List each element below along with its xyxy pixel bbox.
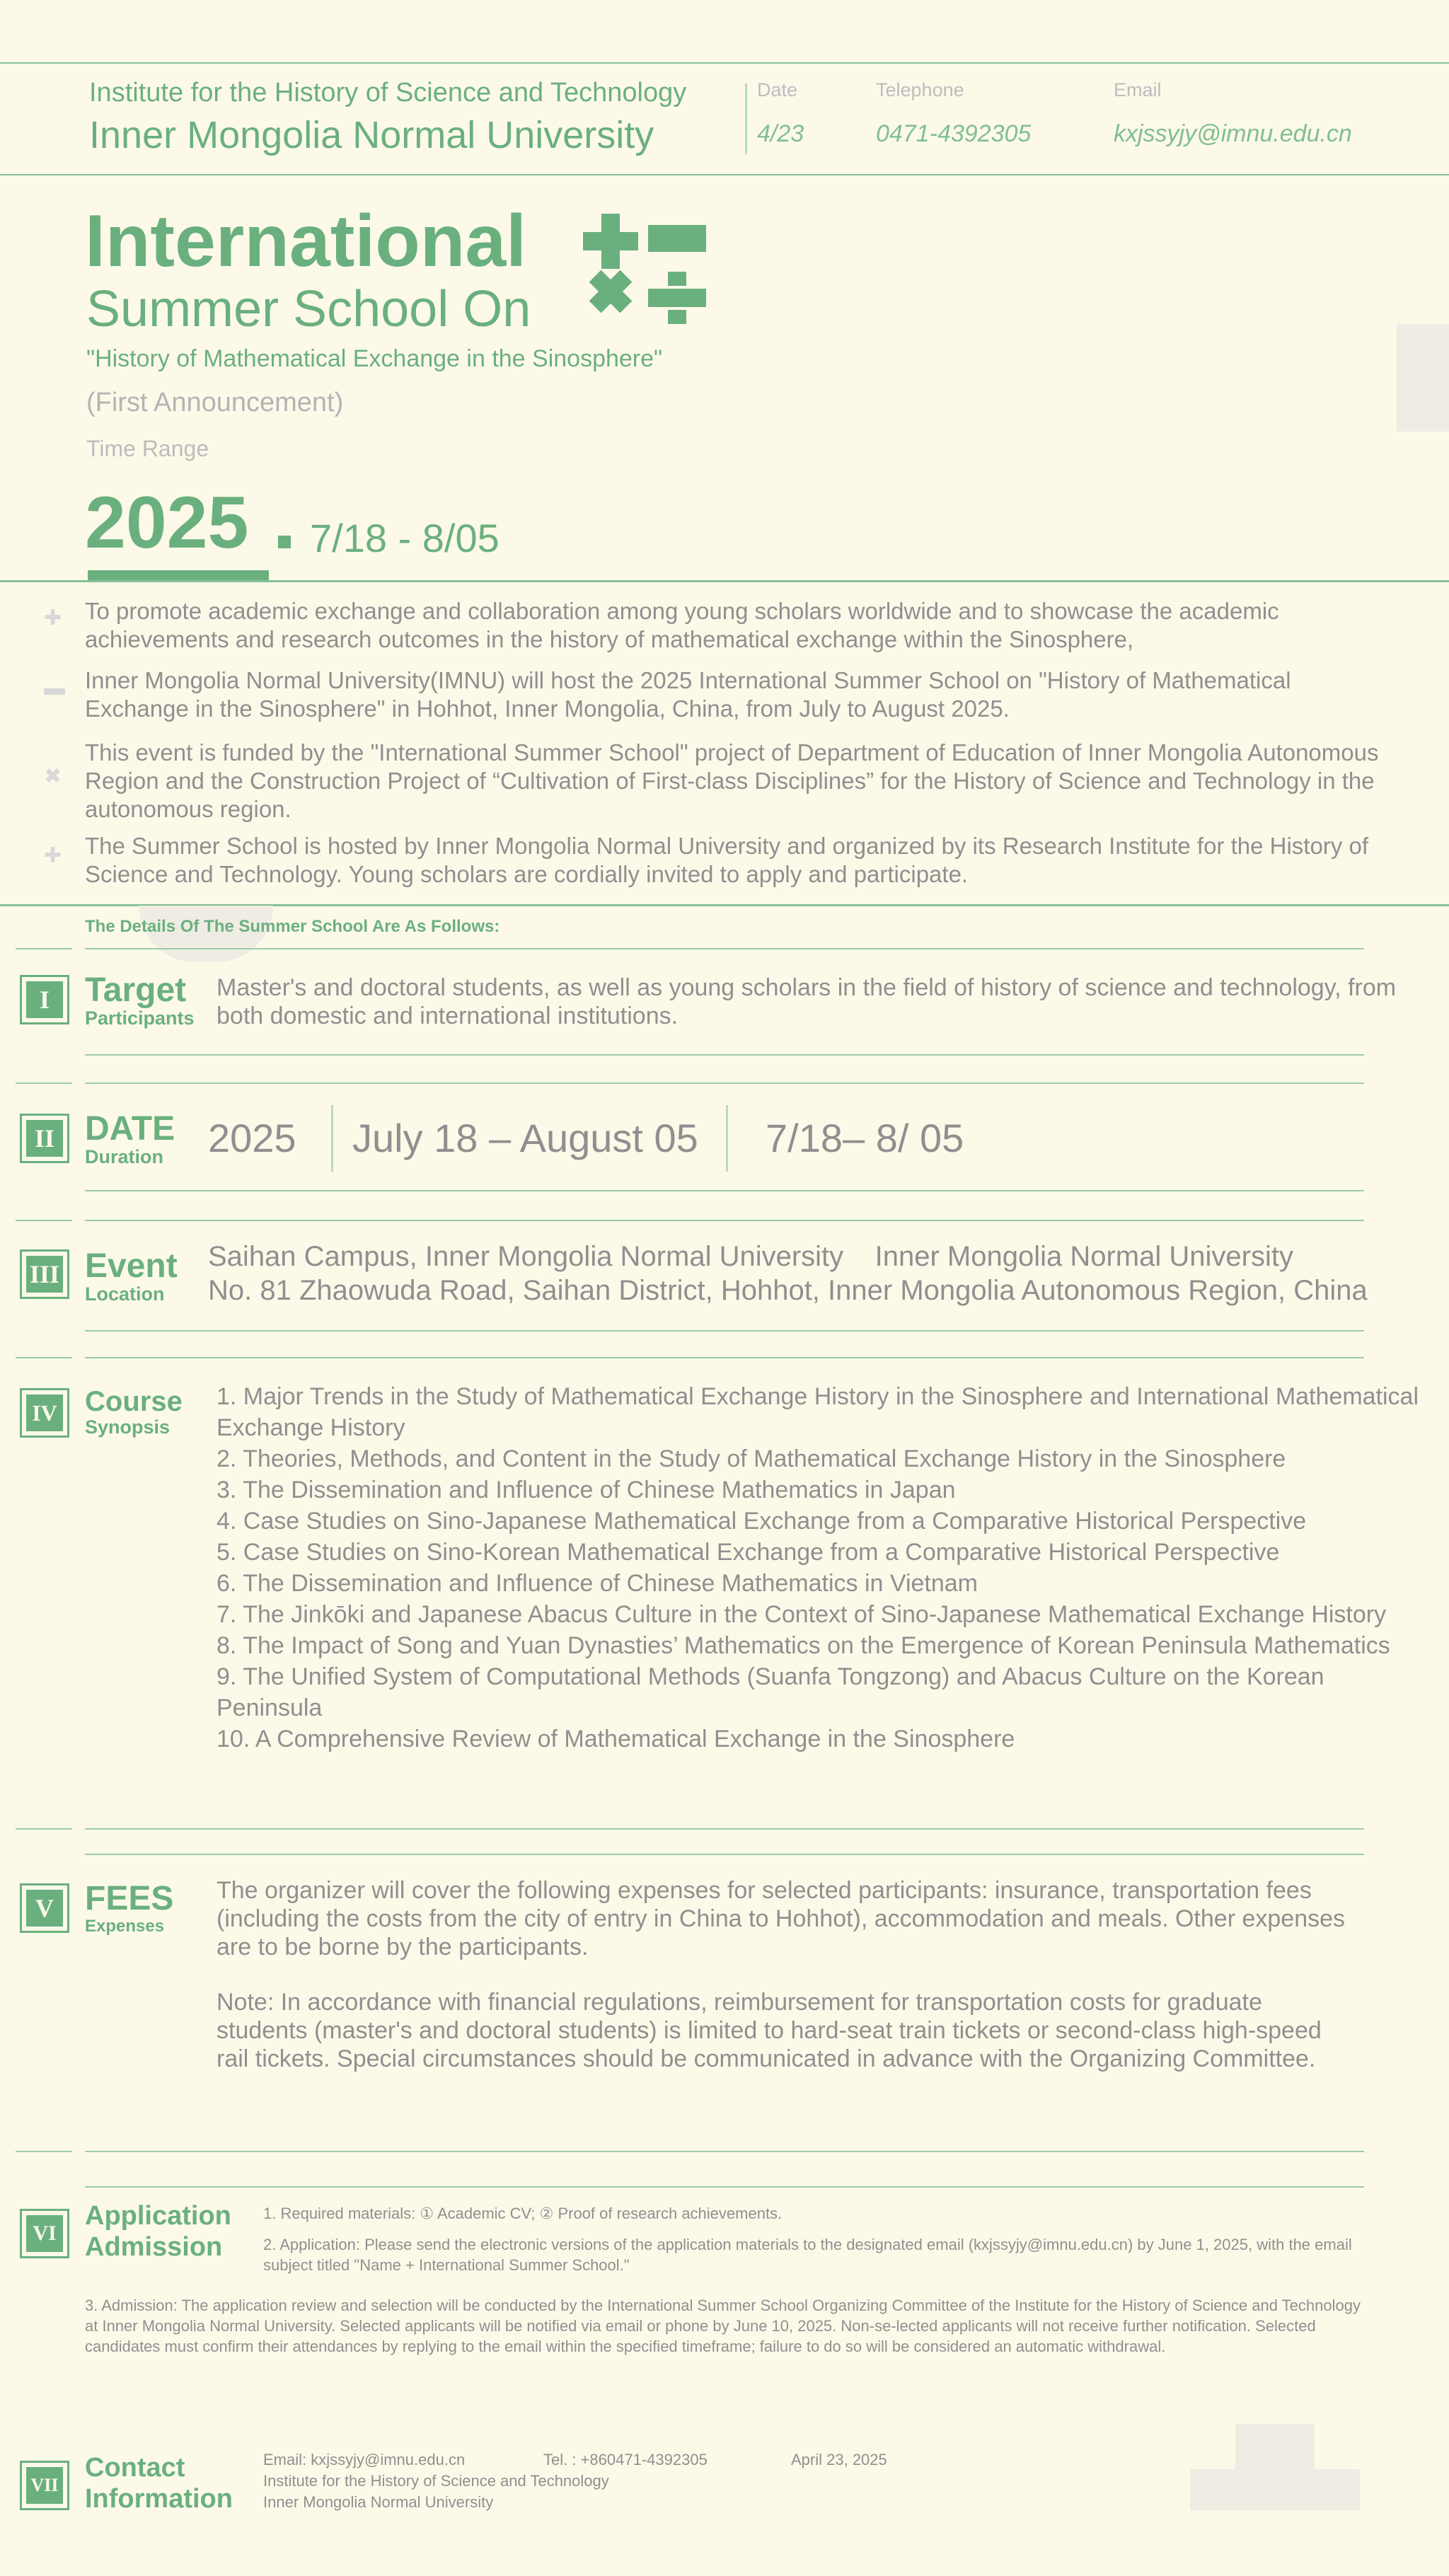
year-underline	[88, 570, 269, 580]
section-title: DATE	[85, 1110, 175, 1148]
section-title: Target	[85, 971, 187, 1009]
section-badge: VI	[20, 2209, 69, 2258]
section-rule	[85, 1190, 1364, 1191]
section-subtitle: Participants	[85, 1007, 195, 1029]
section-subtitle: Expenses	[85, 1917, 165, 1936]
list-item: 8. The Impact of Song and Yuan Dynasties’ Mathematics on the Emergence of Korean Peninsula Mathematics	[217, 1632, 1390, 1659]
section-title: Application	[85, 2201, 231, 2231]
section-heading	[85, 1882, 173, 1937]
list-item: 10. A Comprehensive Review of Mathematical Exchange in the Sinosphere	[217, 1726, 1015, 1752]
admission-item: 3. Admission: The application review and selection will be conducted by the International Summer School Organizing Committee of the Institute for the History of Science and Technology at Inner Mongolia Normal University. Selected applicants will be notified via email or phone by June 10, 2025. Non-se-lected applicants will not receive further notification. Selected candidates must confirm their attendances by replying to the email within the specified timeframe; failure to do so will be considered an automatic withdrawal.	[85, 2297, 1361, 2355]
section-badge: V	[20, 1883, 69, 1933]
fees-note: Note: In accordance with financial regulations, reimbursement for transportation costs for graduate students (master's and doctoral students) is limited to hard-seat train tickets or second-class high-speed rail tickets. Special circumstances should be communicated in advance with the Organizing Committee.	[217, 1989, 1322, 2072]
section-subtitle: Location	[85, 1283, 165, 1305]
list-item: 6. The Dissemination and Influence of Chinese Mathematics in Vietnam	[217, 1570, 978, 1597]
contact-email: Email: kxjssyjy@imnu.edu.cn	[263, 2451, 466, 2468]
section-rule	[85, 2151, 1364, 2152]
contact-phone: Tel. : +860471-4392305	[543, 2451, 708, 2468]
list-item: 5. Case Studies on Sino-Korean Mathematical Exchange from a Comparative Historical Perspective	[217, 1539, 1280, 1566]
date-divider	[726, 1105, 728, 1172]
plus-icon: ✚	[44, 606, 62, 630]
section-heading	[85, 971, 195, 1029]
list-item: 4. Case Studies on Sino-Japanese Mathematical Exchange from a Comparative Historical Perspective	[217, 1508, 1307, 1535]
date-label: Date	[757, 79, 798, 100]
intro-paragraph: This event is funded by the "International Summer School" project of Department of Education of Inner Mongolia Autonomous Region and the Construction Project of “Cultivation of First-class Disciplines” for the History of Science and Technology in the autonomous region.	[85, 739, 1379, 822]
event-location-line1: Saihan Campus, Inner Mongolia Normal University Inner Mongolia Normal University	[208, 1241, 1293, 1272]
section-rule	[85, 1054, 1364, 1056]
header-top-rule	[0, 62, 1449, 64]
section-title: Event	[85, 1247, 178, 1285]
intro-paragraph: To promote academic exchange and collaboration among young scholars worldwide and to showcase the academic achievements and research outcomes in the history of mathematical exchange within the Sinosphere,	[85, 598, 1279, 652]
section-rule	[85, 1220, 1364, 1221]
title-subtitle: "History of Mathematical Exchange in the Sinosphere"	[86, 345, 663, 372]
section-badge: I	[20, 975, 69, 1024]
section-heading	[85, 1112, 175, 1167]
date-short: 7/18– 8/ 05	[766, 1116, 964, 1160]
contact-institute: Institute for the History of Science and Technology	[263, 2472, 609, 2490]
header-divider	[745, 83, 747, 154]
time-range-label: Time Range	[86, 436, 209, 461]
section-rule	[85, 948, 1364, 949]
list-item: 1. Major Trends in the Study of Mathematical Exchange History in the Sinosphere and International Mathematical Exchange History	[217, 1383, 1419, 1441]
list-item: 9. The Unified System of Computational Methods (Suanfa Tongzong) and Abacus Culture on the Korean Peninsula	[217, 1663, 1324, 1721]
title-year: 2025	[85, 482, 249, 564]
intro-paragraph: Inner Mongolia Normal University(IMNU) will host the 2025 International Summer School on "History of Mathematical Exchange in the Sinosphere" in Hohhot, Inner Mongolia, China, from July to August 2025.	[85, 667, 1291, 722]
section-rule	[85, 1330, 1364, 1332]
list-item: 3. The Dissemination and Influence of Chinese Mathematics in Japan	[217, 1477, 956, 1503]
date-full: July 18 – August 05	[352, 1116, 698, 1160]
event-location-line2: No. 81 Zhaowuda Road, Saihan District, Hohhot, Inner Mongolia Autonomous Region, China	[208, 1275, 1368, 1306]
course-list	[217, 1381, 1419, 1755]
section-heading	[85, 1387, 183, 1438]
section-rule	[16, 1082, 72, 1084]
times-icon: ✖	[44, 765, 62, 788]
math-symbols-logo	[583, 212, 708, 334]
title-line1: International	[85, 200, 527, 282]
title-line2: Summer School On	[86, 281, 531, 337]
section-rule	[85, 1854, 1364, 1855]
section-title: Contact	[85, 2453, 185, 2483]
section-rule	[85, 1357, 1364, 1358]
section-rule	[16, 1357, 72, 1358]
section-title: FEES	[85, 1880, 174, 1917]
title-rule	[0, 580, 1449, 582]
section-subtitle: Duration	[85, 1146, 163, 1167]
header-university: Inner Mongolia Normal University	[89, 114, 654, 156]
section-rule	[85, 1082, 1364, 1084]
telephone-value: 0471-4392305	[876, 120, 1032, 147]
email-label: Email	[1114, 79, 1162, 100]
date-year: 2025	[208, 1116, 296, 1160]
header-bottom-rule	[0, 174, 1449, 175]
section-badge: IV	[20, 1388, 69, 1438]
ghost-block	[1190, 2469, 1360, 2510]
title-dates: 7/18 - 8/05	[310, 516, 500, 560]
section-title: Course	[85, 1386, 183, 1417]
list-item: 7. The Jinkōki and Japanese Abacus Culture in the Context of Sino-Japanese Mathematical Exchange History	[217, 1601, 1387, 1628]
date-value: 4/23	[757, 120, 804, 147]
fees-paragraph: The organizer will cover the following expenses for selected participants: insurance, transportation fees (including the costs from the city of entry in China to Hohhot), accommodation and meals. Other expenses are to be borne by the participants.	[217, 1877, 1346, 1960]
email-value: kxjssyjy@imnu.edu.cn	[1114, 120, 1352, 147]
announcement-label: (First Announcement)	[86, 388, 344, 417]
section-rule	[16, 948, 72, 949]
section-rule	[85, 1828, 1364, 1830]
minus-icon: ▬	[44, 676, 65, 700]
target-text: Master's and doctoral students, as well as young scholars in the field of history of science and technology, from both domestic and international institutions.	[217, 974, 1397, 1029]
section-rule	[16, 1828, 72, 1830]
section-title: Information	[85, 2484, 233, 2514]
section-heading	[85, 2452, 233, 2514]
header-institute: Institute for the History of Science and Technology	[89, 78, 687, 108]
section-subtitle: Synopsis	[85, 1416, 171, 1438]
contact-university: Inner Mongolia Normal University	[263, 2493, 494, 2511]
application-item: 2. Application: Please send the electronic versions of the application materials to the designated email (kxjssyjy@imnu.edu.cn) by June 1, 2025, with the email subject titled "Name + International Summer School."	[263, 2236, 1352, 2274]
section-badge: VII	[20, 2461, 69, 2510]
section-rule	[16, 1220, 72, 1221]
divide-icon: ✚	[44, 844, 62, 867]
year-dot	[278, 536, 291, 548]
section-heading	[85, 1249, 178, 1305]
section-rule	[16, 2151, 72, 2152]
list-item: 2. Theories, Methods, and Content in the Study of Mathematical Exchange History in the Sinosphere	[217, 1445, 1286, 1472]
section-badge: II	[20, 1114, 69, 1163]
ghost-block	[1397, 324, 1449, 432]
section-badge: III	[20, 1249, 69, 1299]
ghost-block	[1235, 2424, 1315, 2471]
contact-date: April 23, 2025	[791, 2451, 887, 2468]
telephone-label: Telephone	[876, 79, 964, 100]
section-heading	[85, 2200, 231, 2263]
date-divider	[331, 1105, 333, 1172]
section-rule	[85, 2186, 1364, 2188]
application-item: 1. Required materials: ① Academic CV; ② Proof of research achievements.	[263, 2205, 783, 2222]
details-heading: The Details Of The Summer School Are As Follows:	[85, 917, 500, 936]
section-title: Admission	[85, 2232, 223, 2262]
intro-paragraph: The Summer School is hosted by Inner Mongolia Normal University and organized by its Research Institute for the History of Science and Technology. Young scholars are cordially invited to apply and participate.	[85, 833, 1368, 887]
